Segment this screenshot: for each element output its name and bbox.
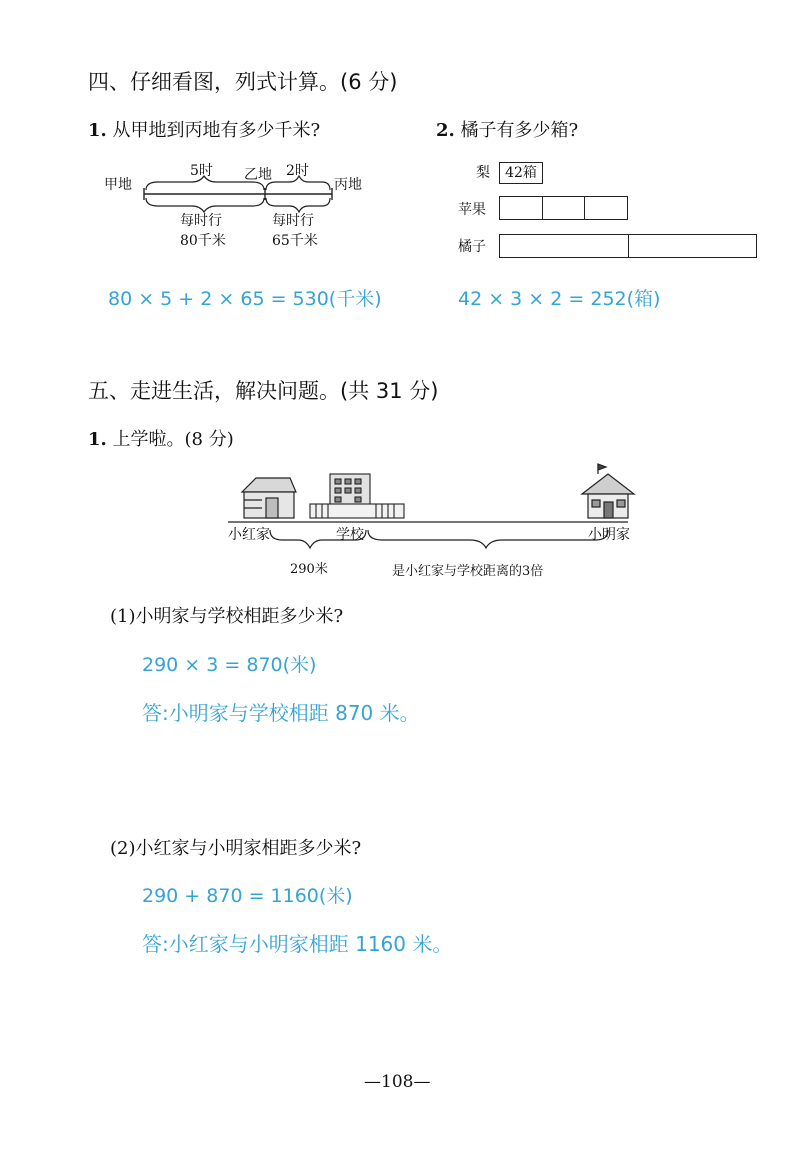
label-jia: 甲地 bbox=[104, 177, 132, 193]
q1-number: 1. bbox=[88, 120, 107, 141]
label-pear: 梨 bbox=[476, 165, 490, 181]
label-apple: 苹果 bbox=[458, 202, 486, 218]
label-yi: 乙地 bbox=[244, 167, 272, 183]
sub1-answer: 答:小明家与学校相距 870 米。 bbox=[142, 701, 420, 725]
q2-text: 橘子有多少箱? bbox=[460, 120, 579, 141]
school-building-icon bbox=[310, 474, 404, 518]
label-xiaohong: 小红家 bbox=[228, 527, 270, 543]
label-school: 学校 bbox=[336, 527, 364, 543]
label-speed1-b: 80千米 bbox=[180, 233, 226, 249]
label-time1: 5时 bbox=[190, 163, 213, 179]
section4-heading: 四、仔细看图，列式计算。(6 分) bbox=[88, 70, 398, 94]
xiaohong-house-icon bbox=[242, 478, 296, 518]
sub2-question: (2)小红家与小明家相距多少米? bbox=[110, 838, 362, 859]
q1-text: 从甲地到丙地有多少千米? bbox=[112, 120, 321, 141]
sub2-formula: 290 + 870 = 1160(米) bbox=[142, 885, 353, 907]
label-xiaoming: 小明家 bbox=[588, 527, 630, 543]
xiaoming-house-icon bbox=[582, 464, 634, 518]
sub2-answer: 答:小红家与小明家相距 1160 米。 bbox=[142, 932, 453, 956]
q2-number: 2. bbox=[436, 120, 455, 141]
sub1-formula: 290 × 3 = 870(米) bbox=[142, 654, 317, 676]
label-time2: 2时 bbox=[286, 163, 309, 179]
pear-box: 42箱 bbox=[499, 162, 543, 184]
sub1-question: (1)小明家与学校相距多少米? bbox=[110, 606, 344, 627]
s5-q1-text: 上学啦。(8 分) bbox=[112, 429, 234, 450]
label-bing: 丙地 bbox=[334, 177, 362, 193]
s5-q1-number: 1. bbox=[88, 429, 107, 450]
page-number: —108— bbox=[364, 1072, 431, 1092]
label-speed2-b: 65千米 bbox=[272, 233, 318, 249]
label-dist2: 是小红家与学校距离的3倍 bbox=[392, 564, 544, 579]
label-dist1: 290米 bbox=[290, 562, 328, 577]
section5-heading: 五、走进生活，解决问题。(共 31 分) bbox=[88, 379, 439, 403]
q2-answer: 42 × 3 × 2 = 252(箱) bbox=[458, 288, 661, 310]
label-speed2-a: 每时行 bbox=[272, 213, 314, 229]
label-orange: 橘子 bbox=[458, 239, 486, 255]
label-speed1-a: 每时行 bbox=[180, 213, 222, 229]
q1-answer: 80 × 5 + 2 × 65 = 530(千米) bbox=[108, 288, 382, 310]
